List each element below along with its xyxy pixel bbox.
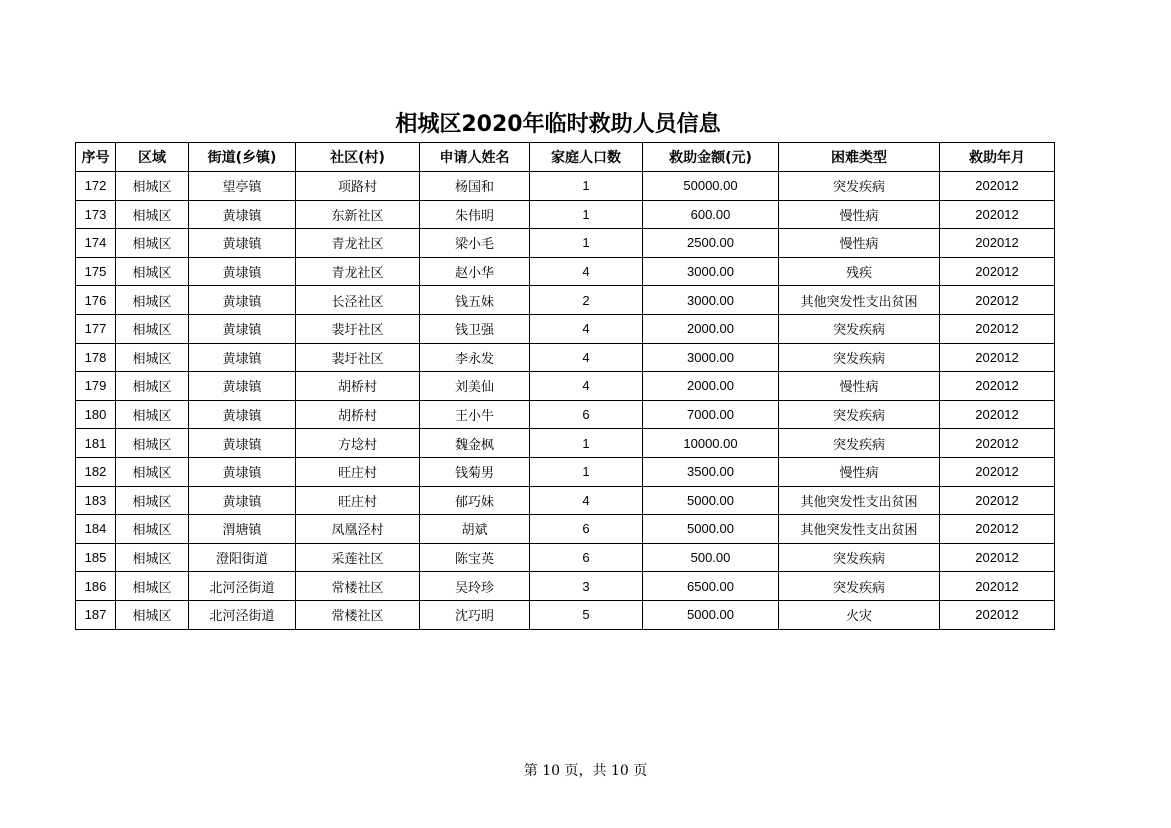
cell-type: 其他突发性支出贫困 — [779, 486, 940, 515]
cell-street: 黄埭镇 — [189, 257, 296, 286]
cell-date: 202012 — [940, 286, 1055, 315]
table-row — [76, 515, 1055, 544]
cell-type: 其他突发性支出贫困 — [779, 515, 940, 544]
table-row — [76, 257, 1055, 286]
cell-street: 澄阳街道 — [189, 543, 296, 572]
cell-date: 202012 — [940, 600, 1055, 629]
cell-seq: 185 — [76, 543, 116, 572]
cell-street: 黄埭镇 — [189, 457, 296, 486]
cell-type: 突发疾病 — [779, 400, 940, 429]
cell-household: 4 — [530, 486, 643, 515]
cell-amount: 3000.00 — [643, 286, 779, 315]
cell-household: 1 — [530, 429, 643, 458]
cell-community: 裴圩社区 — [296, 343, 420, 372]
table-row — [76, 172, 1055, 201]
table-row — [76, 314, 1055, 343]
cell-household: 1 — [530, 172, 643, 201]
cell-name: 钱卫强 — [420, 314, 530, 343]
table-row — [76, 600, 1055, 629]
cell-seq: 172 — [76, 172, 116, 201]
cell-community: 旺庄村 — [296, 457, 420, 486]
cell-date: 202012 — [940, 200, 1055, 229]
cell-amount: 5000.00 — [643, 600, 779, 629]
cell-type: 突发疾病 — [779, 314, 940, 343]
table-row — [76, 343, 1055, 372]
cell-region: 相城区 — [116, 286, 189, 315]
cell-region: 相城区 — [116, 600, 189, 629]
col-header-seq: 序号 — [76, 143, 116, 172]
cell-name: 杨国和 — [420, 172, 530, 201]
cell-street: 黄埭镇 — [189, 286, 296, 315]
cell-seq: 178 — [76, 343, 116, 372]
page-footer: 第 10 页，共 10 页 — [523, 763, 648, 779]
col-header-community: 社区(村) — [296, 143, 420, 172]
cell-region: 相城区 — [116, 486, 189, 515]
cell-amount: 5000.00 — [643, 486, 779, 515]
page-title: 相城区2020年临时救助人员信息 — [395, 112, 721, 137]
cell-community: 东新社区 — [296, 200, 420, 229]
cell-household: 3 — [530, 572, 643, 601]
cell-name: 王小牛 — [420, 400, 530, 429]
cell-amount: 600.00 — [643, 200, 779, 229]
cell-community: 项路村 — [296, 172, 420, 201]
col-header-household: 家庭人口数 — [530, 143, 643, 172]
cell-household: 6 — [530, 400, 643, 429]
cell-amount: 7000.00 — [643, 400, 779, 429]
cell-type: 慢性病 — [779, 372, 940, 401]
cell-amount: 5000.00 — [643, 515, 779, 544]
cell-household: 4 — [530, 314, 643, 343]
cell-region: 相城区 — [116, 200, 189, 229]
cell-type: 突发疾病 — [779, 172, 940, 201]
col-header-amount: 救助金额(元) — [643, 143, 779, 172]
cell-name: 刘美仙 — [420, 372, 530, 401]
cell-name: 李永发 — [420, 343, 530, 372]
cell-seq: 176 — [76, 286, 116, 315]
cell-name: 钱菊男 — [420, 457, 530, 486]
cell-street: 黄埭镇 — [189, 314, 296, 343]
cell-amount: 2500.00 — [643, 229, 779, 258]
cell-household: 1 — [530, 457, 643, 486]
cell-street: 黄埭镇 — [189, 229, 296, 258]
col-header-region: 区域 — [116, 143, 189, 172]
cell-date: 202012 — [940, 572, 1055, 601]
cell-street: 黄埭镇 — [189, 429, 296, 458]
cell-name: 沈巧明 — [420, 600, 530, 629]
cell-community: 长泾社区 — [296, 286, 420, 315]
cell-date: 202012 — [940, 400, 1055, 429]
cell-seq: 183 — [76, 486, 116, 515]
cell-type: 火灾 — [779, 600, 940, 629]
cell-name: 郁巧妹 — [420, 486, 530, 515]
cell-region: 相城区 — [116, 372, 189, 401]
cell-street: 北河泾街道 — [189, 572, 296, 601]
cell-community: 常楼社区 — [296, 600, 420, 629]
cell-household: 5 — [530, 600, 643, 629]
cell-name: 梁小毛 — [420, 229, 530, 258]
cell-community: 旺庄村 — [296, 486, 420, 515]
cell-street: 黄埭镇 — [189, 372, 296, 401]
cell-type: 突发疾病 — [779, 572, 940, 601]
cell-name: 魏金枫 — [420, 429, 530, 458]
cell-type: 突发疾病 — [779, 343, 940, 372]
cell-name: 朱伟明 — [420, 200, 530, 229]
col-header-type: 困难类型 — [779, 143, 940, 172]
relief-table — [75, 142, 1055, 630]
cell-community: 裴圩社区 — [296, 314, 420, 343]
cell-amount: 500.00 — [643, 543, 779, 572]
cell-amount: 3000.00 — [643, 257, 779, 286]
cell-type: 慢性病 — [779, 229, 940, 258]
cell-amount: 3500.00 — [643, 457, 779, 486]
cell-type: 突发疾病 — [779, 429, 940, 458]
cell-type: 其他突发性支出贫困 — [779, 286, 940, 315]
col-header-name: 申请人姓名 — [420, 143, 530, 172]
table-row — [76, 543, 1055, 572]
table-body — [76, 172, 1055, 630]
header-row — [76, 143, 1055, 172]
cell-region: 相城区 — [116, 457, 189, 486]
cell-seq: 184 — [76, 515, 116, 544]
cell-amount: 10000.00 — [643, 429, 779, 458]
cell-street: 黄埭镇 — [189, 400, 296, 429]
cell-region: 相城区 — [116, 543, 189, 572]
cell-region: 相城区 — [116, 172, 189, 201]
cell-community: 方埝村 — [296, 429, 420, 458]
cell-household: 1 — [530, 200, 643, 229]
cell-amount: 50000.00 — [643, 172, 779, 201]
cell-community: 青龙社区 — [296, 229, 420, 258]
cell-date: 202012 — [940, 372, 1055, 401]
cell-date: 202012 — [940, 229, 1055, 258]
cell-seq: 181 — [76, 429, 116, 458]
cell-region: 相城区 — [116, 257, 189, 286]
cell-type: 慢性病 — [779, 457, 940, 486]
cell-amount: 2000.00 — [643, 314, 779, 343]
cell-household: 1 — [530, 229, 643, 258]
cell-type: 突发疾病 — [779, 543, 940, 572]
cell-household: 4 — [530, 372, 643, 401]
table-row — [76, 400, 1055, 429]
col-header-date: 救助年月 — [940, 143, 1055, 172]
cell-seq: 177 — [76, 314, 116, 343]
cell-amount: 6500.00 — [643, 572, 779, 601]
table-row — [76, 572, 1055, 601]
cell-household: 4 — [530, 343, 643, 372]
cell-date: 202012 — [940, 172, 1055, 201]
table-row — [76, 457, 1055, 486]
cell-street: 黄埭镇 — [189, 200, 296, 229]
cell-region: 相城区 — [116, 515, 189, 544]
cell-date: 202012 — [940, 343, 1055, 372]
cell-seq: 175 — [76, 257, 116, 286]
cell-region: 相城区 — [116, 314, 189, 343]
table-row — [76, 372, 1055, 401]
cell-region: 相城区 — [116, 429, 189, 458]
cell-name: 赵小华 — [420, 257, 530, 286]
table-row — [76, 429, 1055, 458]
cell-name: 钱五妹 — [420, 286, 530, 315]
col-header-street: 街道(乡镇) — [189, 143, 296, 172]
cell-seq: 173 — [76, 200, 116, 229]
cell-street: 望亭镇 — [189, 172, 296, 201]
cell-street: 黄埭镇 — [189, 486, 296, 515]
cell-seq: 180 — [76, 400, 116, 429]
cell-name: 胡斌 — [420, 515, 530, 544]
cell-household: 4 — [530, 257, 643, 286]
cell-street: 北河泾街道 — [189, 600, 296, 629]
cell-community: 青龙社区 — [296, 257, 420, 286]
cell-date: 202012 — [940, 257, 1055, 286]
cell-type: 残疾 — [779, 257, 940, 286]
cell-region: 相城区 — [116, 572, 189, 601]
cell-seq: 187 — [76, 600, 116, 629]
table-row — [76, 200, 1055, 229]
cell-date: 202012 — [940, 486, 1055, 515]
cell-household: 6 — [530, 543, 643, 572]
cell-region: 相城区 — [116, 343, 189, 372]
cell-name: 陈宝英 — [420, 543, 530, 572]
cell-community: 采莲社区 — [296, 543, 420, 572]
cell-community: 凤凰泾村 — [296, 515, 420, 544]
cell-region: 相城区 — [116, 400, 189, 429]
cell-date: 202012 — [940, 429, 1055, 458]
table-row — [76, 486, 1055, 515]
cell-street: 渭塘镇 — [189, 515, 296, 544]
table-row — [76, 286, 1055, 315]
table-row — [76, 229, 1055, 258]
cell-type: 慢性病 — [779, 200, 940, 229]
cell-region: 相城区 — [116, 229, 189, 258]
cell-seq: 179 — [76, 372, 116, 401]
cell-household: 2 — [530, 286, 643, 315]
cell-seq: 186 — [76, 572, 116, 601]
cell-community: 胡桥村 — [296, 400, 420, 429]
cell-seq: 182 — [76, 457, 116, 486]
cell-community: 常楼社区 — [296, 572, 420, 601]
cell-date: 202012 — [940, 543, 1055, 572]
cell-date: 202012 — [940, 515, 1055, 544]
cell-amount: 3000.00 — [643, 343, 779, 372]
cell-amount: 2000.00 — [643, 372, 779, 401]
cell-date: 202012 — [940, 314, 1055, 343]
cell-date: 202012 — [940, 457, 1055, 486]
cell-street: 黄埭镇 — [189, 343, 296, 372]
cell-seq: 174 — [76, 229, 116, 258]
cell-community: 胡桥村 — [296, 372, 420, 401]
cell-name: 吴玲珍 — [420, 572, 530, 601]
cell-household: 6 — [530, 515, 643, 544]
